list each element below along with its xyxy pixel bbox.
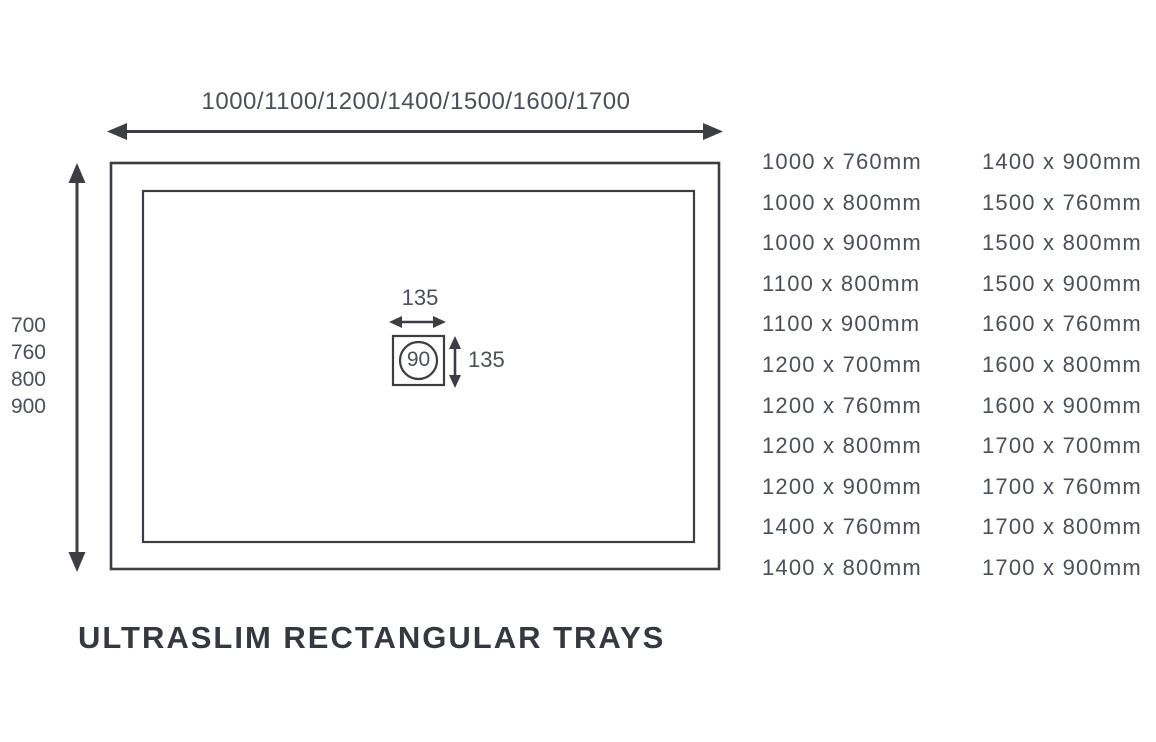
size-item: 1200 x 700mm — [762, 351, 922, 377]
size-item: 1700 x 900mm — [982, 554, 1142, 580]
sizes-column-1 — [762, 142, 922, 589]
height-dimension-label: 760 — [10, 341, 46, 364]
size-item: 1600 x 760mm — [982, 311, 1142, 337]
height-dimension-label: 800 — [10, 368, 46, 391]
drain-width-label: 135 — [401, 285, 439, 310]
size-item: 1700 x 760mm — [982, 473, 1142, 499]
width-dimension-arrow — [107, 123, 723, 140]
width-dimension-label: 1000/1100/1200/1400/1500/1600/1700 — [201, 88, 631, 115]
drain-height-arrow — [449, 336, 461, 388]
height-dimension-labels — [0, 312, 46, 420]
size-item: 1600 x 900mm — [982, 392, 1142, 418]
size-item: 1500 x 800mm — [982, 230, 1142, 256]
size-item: 1400 x 800mm — [762, 554, 922, 580]
drain-height-label: 135 — [468, 347, 505, 372]
size-item: 1500 x 900mm — [982, 270, 1142, 296]
size-item: 1200 x 800mm — [762, 433, 922, 459]
size-item: 1400 x 760mm — [762, 514, 922, 540]
size-item: 1000 x 760mm — [762, 149, 922, 174]
size-item: 1500 x 760mm — [982, 189, 1142, 215]
height-dimension-label: 700 — [10, 314, 46, 337]
height-dimension-arrow — [69, 163, 86, 572]
size-item: 1100 x 800mm — [762, 270, 921, 296]
size-item: 1200 x 760mm — [762, 392, 922, 418]
drain-waste-diameter-label: 90 — [406, 348, 431, 371]
size-item: 1700 x 700mm — [982, 433, 1142, 459]
size-item: 1000 x 900mm — [762, 230, 922, 256]
height-dimension-label: 900 — [10, 395, 46, 418]
size-item: 1200 x 900mm — [762, 473, 922, 499]
size-item: 1600 x 800mm — [982, 351, 1142, 377]
size-item: 1400 x 900mm — [982, 149, 1142, 174]
size-item: 1700 x 800mm — [982, 514, 1142, 540]
size-item: 1000 x 800mm — [762, 189, 922, 215]
page-title: ULTRASLIM RECTANGULAR TRAYS — [78, 620, 666, 655]
sizes-column-2 — [982, 142, 1142, 589]
size-item: 1100 x 900mm — [762, 311, 921, 337]
drain-width-arrow — [389, 316, 446, 328]
